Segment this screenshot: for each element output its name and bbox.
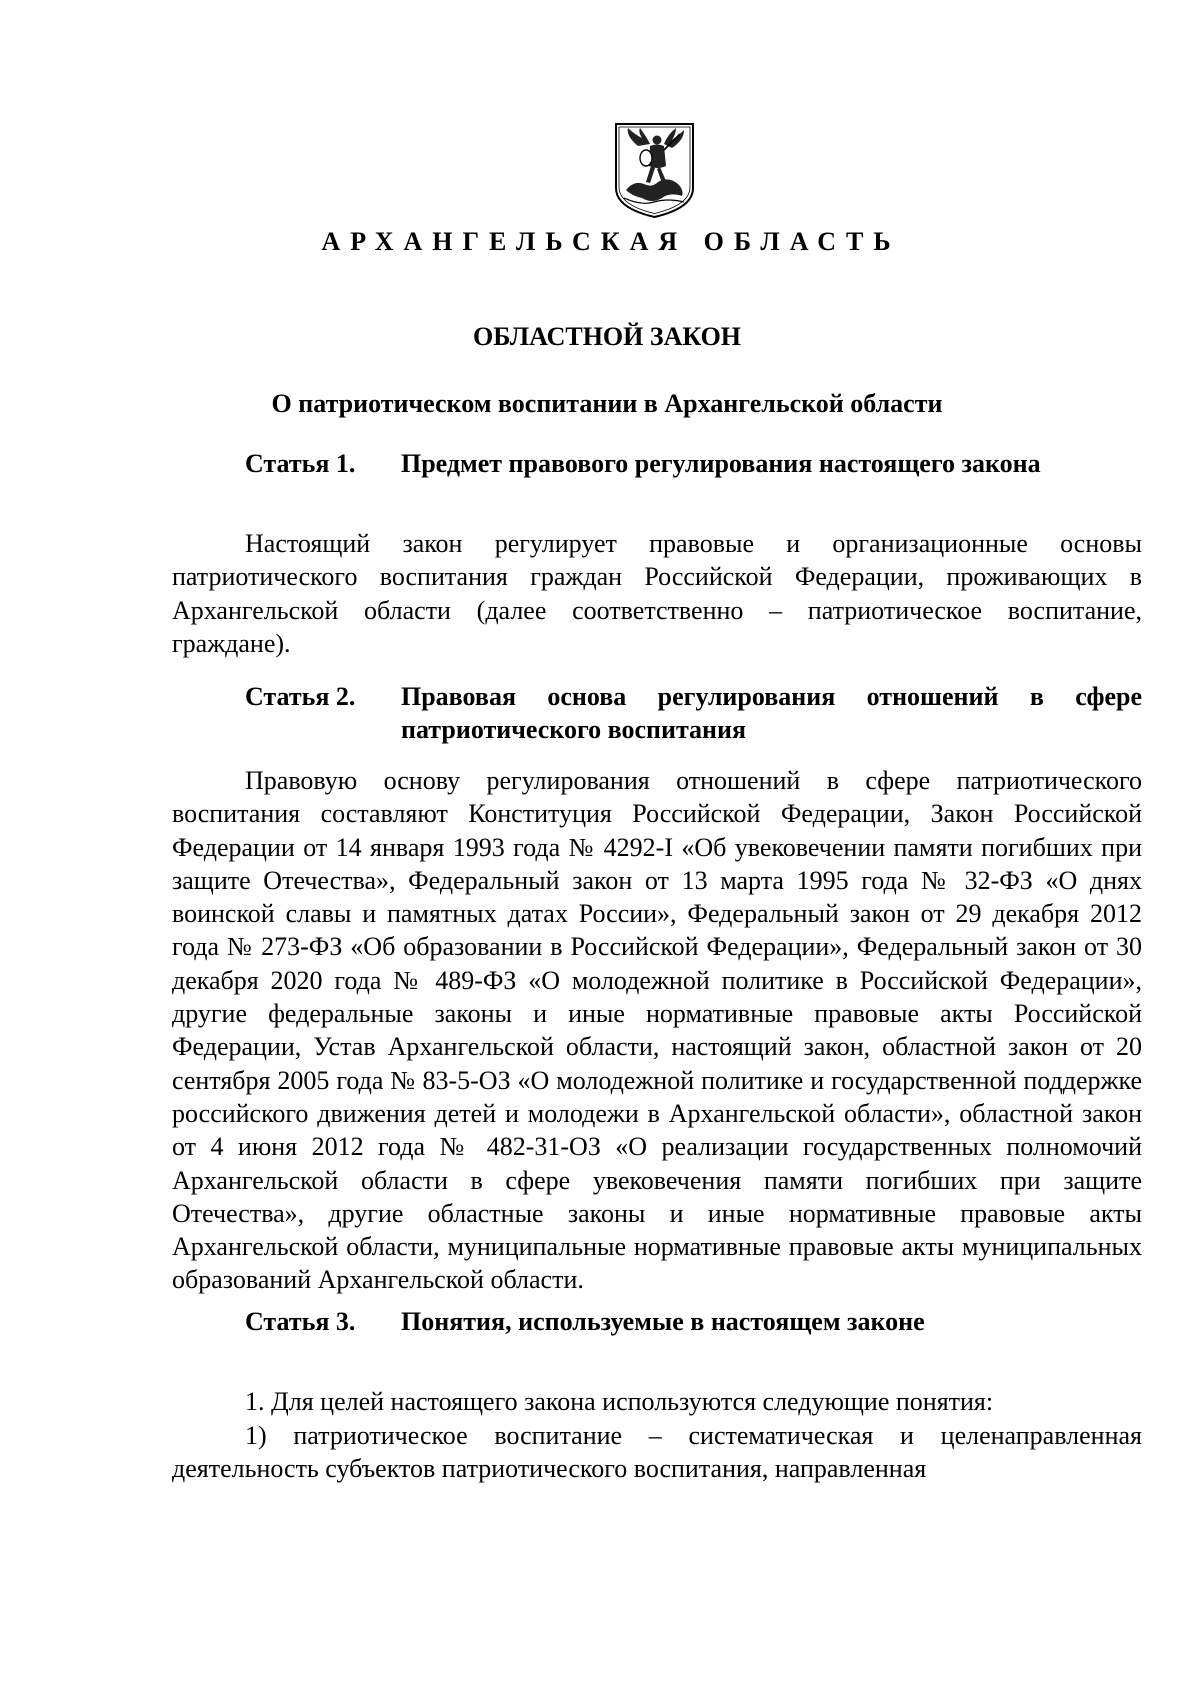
article-title: Правовая основа регулирования отношений в сфере патриотического воспитания [401, 682, 1142, 744]
article-title: Понятия, используемые в настоящем законе [401, 1307, 925, 1336]
article-2-paragraph: Правовую основу регулирования отношений в сфере патриотического воспитания составляют Конституция Российской Федерации, Закон Российской Федерации от 14 января 1993 года № 4292-I «Об увековечении памяти погибших при защите Отечества», Федеральный закон от 13 марта 1995 года № 32-ФЗ «О днях воинской славы и памятных датах России», Федеральный закон от 29 декабря 2012 года № 273-ФЗ «Об образовании в Российской Федерации», Федеральный закон от 30 декабря 2020 года № 489-ФЗ «О молодежной политике в Российской Федерации», другие федеральные законы и иные нормативные правовые акты Российской Федерации, Устав Архангельской области, настоящий закон, областной закон от 20 сентября 2005 года № 83-5-ОЗ «О молодежной политике и государственной поддержке российского движения детей и молодежи в Архангельской области», областной закон от 4 июня 2012 года № 482-31-ОЗ «О реализации государственных полномочий Архангельской области в сфере увековечения памяти погибших при защите Отечества», другие областные законы и иные нормативные правовые акты Архангельской области, муниципальные нормативные правовые акты муниципальных образований Архангельской области. [172, 766, 1142, 1295]
article-title: Предмет правового регулирования настоящего закона [401, 449, 1041, 478]
article-number: Статья 3. [245, 1307, 356, 1336]
article-number: Статья 1. [245, 449, 356, 478]
article-3-paragraph-2: 1) патриотическое воспитание – систематическая и целенаправленная деятельность субъектов патриотического воспитания, направленная [172, 1421, 1142, 1484]
article-3-heading [245, 1305, 1142, 1338]
article-number: Статья 2. [245, 682, 356, 711]
article-1-heading [245, 447, 1142, 480]
article-2-heading [245, 680, 1142, 746]
article-3-paragraph-1: 1. Для целей настоящего закона используются следующие понятия: [245, 1387, 994, 1416]
document-title: О патриотическом воспитании в Архангельской области [271, 389, 943, 418]
coat-of-arms-icon [612, 118, 697, 220]
region-name: АРХАНГЕЛЬСКАЯ ОБЛАСТЬ [321, 227, 901, 256]
document-type: ОБЛАСТНОЙ ЗАКОН [472, 322, 742, 351]
article-1-paragraph: Настоящий закон регулирует правовые и организационные основы патриотического воспитания граждан Российской Федерации, проживающих в Архангельской области (далее соответственно – патриотическое воспитание, граждане). [172, 529, 1142, 658]
